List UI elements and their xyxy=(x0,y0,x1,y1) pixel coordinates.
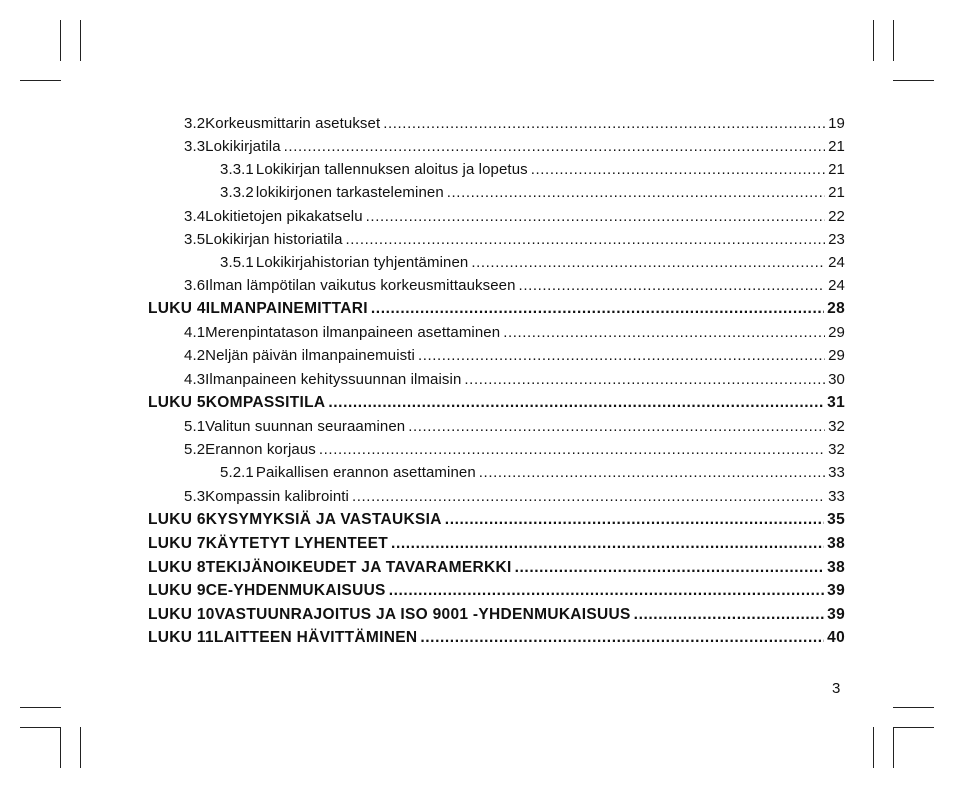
toc-entry-number: LUKU 10 xyxy=(148,606,215,623)
toc-entry-number: 5.2 xyxy=(184,441,206,458)
toc-entry-title: Lokitietojen pikakatselu xyxy=(205,208,363,225)
toc-entry-page: 19 xyxy=(828,115,845,132)
toc-entry[interactable] xyxy=(184,208,845,230)
toc-leader-dots xyxy=(503,324,825,341)
toc-entry-page: 29 xyxy=(828,347,845,364)
toc-entry-title: KOMPASSITILA xyxy=(205,394,326,411)
toc-leader-dots xyxy=(531,161,825,178)
toc-entry-page: 22 xyxy=(828,208,845,225)
toc-entry-title: KÄYTETYT LYHENTEET xyxy=(205,535,389,552)
toc-entry[interactable] xyxy=(184,277,845,299)
toc-entry-title: lokikirjonen tarkasteleminen xyxy=(255,184,444,201)
toc-entry-title: VASTUUNRAJOITUS JA ISO 9001 -YHDENMUKAISUUS xyxy=(214,606,631,623)
toc-leader-dots xyxy=(418,347,825,364)
toc-entry-title: Paikallisen erannon asettaminen xyxy=(255,464,476,481)
toc-leader-dots xyxy=(371,300,824,318)
toc-entry-number: 3.5.1 xyxy=(220,254,254,271)
toc-entry-page: 32 xyxy=(828,418,845,435)
toc-entry-title: Merenpintatason ilmanpaineen asettaminen xyxy=(205,324,501,341)
toc-entry-title: Erannon korjaus xyxy=(205,441,316,458)
toc-entry-page: 28 xyxy=(827,300,845,317)
toc-entry-page: 23 xyxy=(828,231,845,248)
toc-entry-number: 4.3 xyxy=(184,371,206,388)
toc-entry[interactable] xyxy=(184,441,845,463)
toc-entry-page: 30 xyxy=(828,371,845,388)
toc-entry-title: Lokikirjan historiatila xyxy=(205,231,343,248)
toc-entry-page: 33 xyxy=(828,464,845,481)
toc-entry[interactable] xyxy=(184,324,845,346)
toc-chapter-entry[interactable] xyxy=(148,582,845,604)
toc-entry-title: Lokikirjatila xyxy=(205,138,281,155)
toc-entry-title: Lokikirjan tallennuksen aloitus ja lopetus xyxy=(255,161,528,178)
toc-entry-title: Ilman lämpötilan vaikutus korkeusmittaukseen xyxy=(205,277,516,294)
toc-leader-dots xyxy=(328,394,824,412)
toc-entry-page: 33 xyxy=(828,488,845,505)
toc-entry-number: 5.1 xyxy=(184,418,206,435)
toc-entry-title: LAITTEEN HÄVITTÄMINEN xyxy=(213,629,418,646)
toc-entry-number: LUKU 5 xyxy=(148,394,206,411)
toc-leader-dots xyxy=(471,254,825,271)
toc-leader-dots xyxy=(479,464,825,481)
toc-chapter-entry[interactable] xyxy=(148,394,845,416)
toc-leader-dots xyxy=(383,115,825,132)
toc-entry-number: LUKU 8 xyxy=(148,559,206,576)
toc-entry[interactable] xyxy=(220,254,845,276)
toc-leader-dots xyxy=(389,582,824,600)
toc-entry[interactable] xyxy=(220,184,845,206)
toc-entry-title: Ilmanpaineen kehityssuunnan ilmaisin xyxy=(205,371,462,388)
toc-entry-page: 39 xyxy=(827,582,845,599)
toc-entry-page: 21 xyxy=(828,138,845,155)
toc-entry-page: 29 xyxy=(828,324,845,341)
toc-entry-title: KYSYMYKSIÄ JA VASTAUKSIA xyxy=(205,511,442,528)
toc-leader-dots xyxy=(319,441,825,458)
toc-entry[interactable] xyxy=(184,418,845,440)
toc-chapter-entry[interactable] xyxy=(148,511,845,533)
toc-entry-title: Kompassin kalibrointi xyxy=(205,488,349,505)
toc-leader-dots xyxy=(352,488,825,505)
toc-entry-number: 3.5 xyxy=(184,231,206,248)
toc-entry-page: 38 xyxy=(827,559,845,576)
toc-entry-number: 3.4 xyxy=(184,208,206,225)
toc-leader-dots xyxy=(634,606,824,624)
toc-entry[interactable] xyxy=(220,464,845,486)
toc-entry-number: LUKU 9 xyxy=(148,582,206,599)
toc-entry-number: 5.3 xyxy=(184,488,206,505)
toc-chapter-entry[interactable] xyxy=(148,559,845,581)
toc-entry-page: 39 xyxy=(827,606,845,623)
toc-leader-dots xyxy=(366,208,825,225)
toc-entry-number: 5.2.1 xyxy=(220,464,254,481)
toc-entry-number: 3.3 xyxy=(184,138,206,155)
toc-entry-number: 4.1 xyxy=(184,324,206,341)
toc-entry-title: CE-YHDENMUKAISUUS xyxy=(205,582,386,599)
toc-chapter-entry[interactable] xyxy=(148,629,845,651)
toc-entry-title: Korkeusmittarin asetukset xyxy=(205,115,381,132)
toc-entry[interactable] xyxy=(184,488,845,510)
toc-entry[interactable] xyxy=(184,371,845,393)
toc-entry-number: LUKU 6 xyxy=(148,511,206,528)
toc-entry-number: LUKU 4 xyxy=(148,300,206,317)
toc-entry[interactable] xyxy=(184,138,845,160)
toc-entry[interactable] xyxy=(220,161,845,183)
toc-chapter-entry[interactable] xyxy=(148,606,845,628)
toc-leader-dots xyxy=(447,184,825,201)
toc-entry-title: Lokikirjahistorian tyhjentäminen xyxy=(255,254,469,271)
toc-entry-number: 3.6 xyxy=(184,277,206,294)
toc-leader-dots xyxy=(391,535,824,553)
toc-leader-dots xyxy=(515,559,825,577)
toc-entry-page: 24 xyxy=(828,277,845,294)
toc-entry-number: 3.3.1 xyxy=(220,161,254,178)
toc-entry-number: LUKU 7 xyxy=(148,535,206,552)
toc-leader-dots xyxy=(346,231,826,248)
toc-leader-dots xyxy=(284,138,825,155)
toc-entry[interactable] xyxy=(184,231,845,253)
toc-entry-page: 31 xyxy=(827,394,845,411)
toc-entry-number: 3.2 xyxy=(184,115,206,132)
toc-leader-dots xyxy=(408,418,825,435)
toc-entry-page: 21 xyxy=(828,161,845,178)
toc-entry-page: 21 xyxy=(828,184,845,201)
toc-leader-dots xyxy=(464,371,825,388)
toc-entry-title: TEKIJÄNOIKEUDET JA TAVARAMERKKI xyxy=(205,559,512,576)
toc-leader-dots xyxy=(420,629,824,647)
page-number: 3 xyxy=(832,680,841,697)
toc-entry-page: 35 xyxy=(827,511,845,528)
toc-entry-title: Neljän päivän ilmanpainemuisti xyxy=(205,347,415,364)
toc-entry-title: ILMANPAINEMITTARI xyxy=(205,300,368,317)
toc-entry-number: 3.3.2 xyxy=(220,184,254,201)
toc-chapter-entry[interactable] xyxy=(148,535,845,557)
toc-entry[interactable] xyxy=(184,115,845,137)
toc-entry-page: 40 xyxy=(827,629,845,646)
toc-entry[interactable] xyxy=(184,347,845,369)
toc-entry-page: 32 xyxy=(828,441,845,458)
toc-entry-number: LUKU 11 xyxy=(148,629,214,646)
toc-entry-title: Valitun suunnan seuraaminen xyxy=(205,418,406,435)
toc-leader-dots xyxy=(445,511,824,529)
toc-leader-dots xyxy=(519,277,826,294)
toc-entry-page: 38 xyxy=(827,535,845,552)
toc-entry-number: 4.2 xyxy=(184,347,206,364)
toc-chapter-entry[interactable] xyxy=(148,300,845,322)
toc-entry-page: 24 xyxy=(828,254,845,271)
